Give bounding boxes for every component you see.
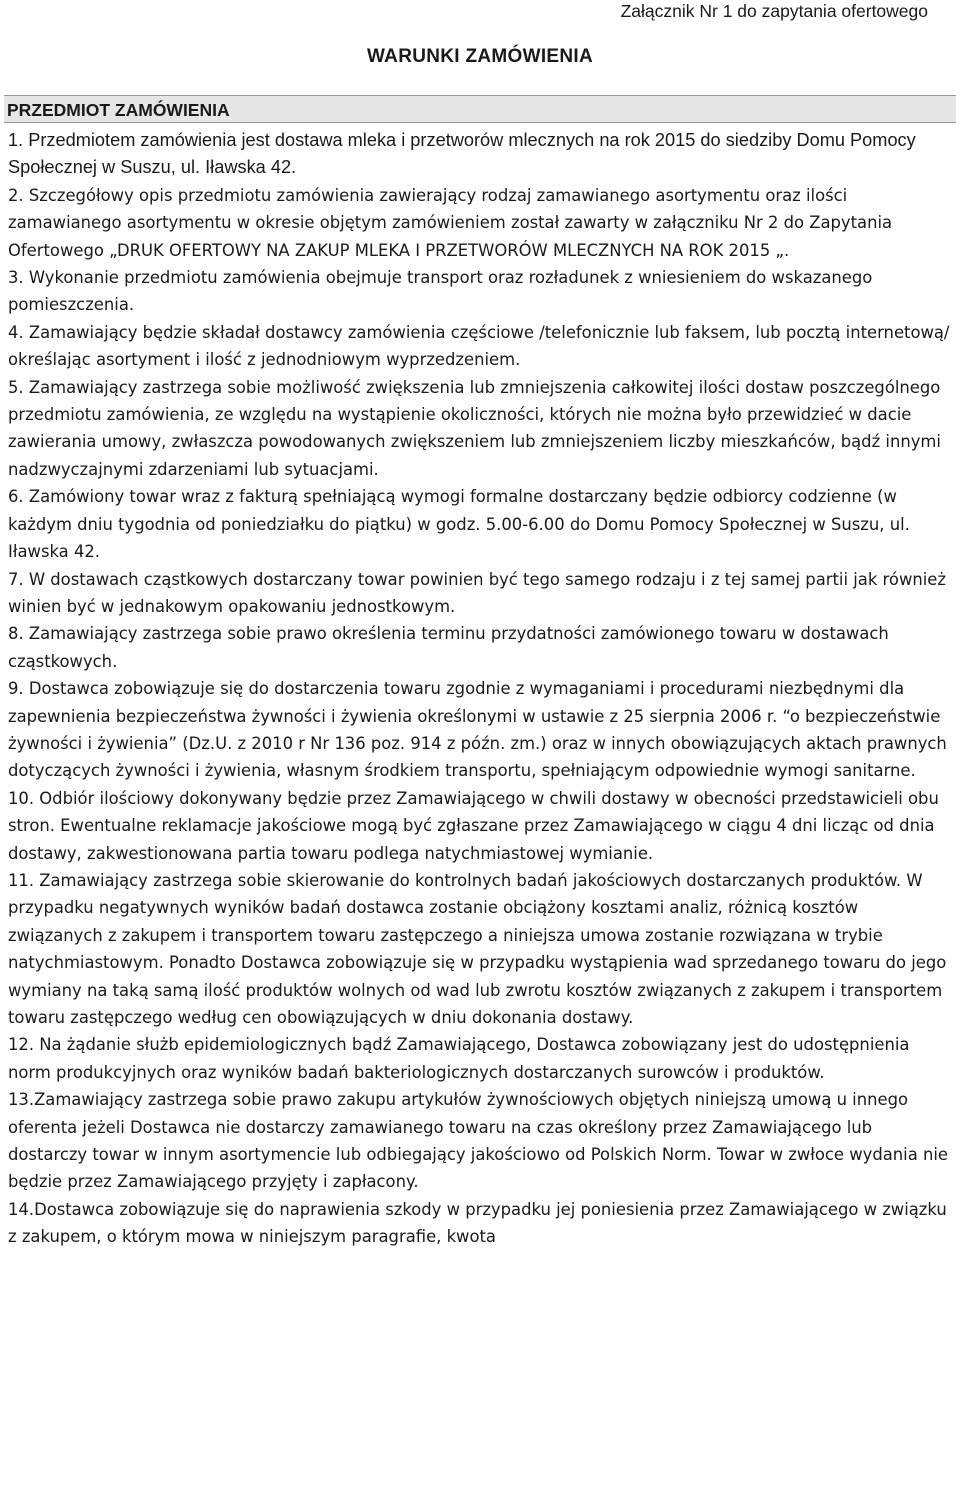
- document-body: [8, 127, 954, 1251]
- clause-3: 3. Wykonanie przedmiotu zamówienia obejmuje transport oraz rozładunek z wniesieniem do wskazanego pomieszczenia.: [8, 268, 873, 315]
- annex-label: Załącznik Nr 1 do zapytania ofertowego: [620, 1, 928, 21]
- clause-1: 1. Przedmiotem zamówienia jest dostawa mleka i przetworów mlecznych na rok 2015 do siedziby Domu Pomocy Społecznej w Suszu, ul. Iławska 42.: [8, 130, 916, 178]
- clause-11: 11. Zamawiający zastrzega sobie skierowanie do kontrolnych badań jakościowych dostarczanych produktów. W przypadku negatywnych wyników badań dostawca zostanie obciążony kosztami analiz, różnicą kosztów związanych z zakupem i transportem towaru zastępczego a niniejsza umowa zostanie rozwiązana w trybie natychmiastowym. Ponadto Dostawca zobowiązuje się w przypadku wystąpienia wad sprzedanego towaru do jego wymiany na taką samą ilość produktów wolnych od wad lub zwrotu kosztów związanych z zakupem i transportem towaru zastępczego według cen obowiązujących w dniu dokonania dostawy.: [8, 870, 947, 1027]
- clause-5: 5. Zamawiający zastrzega sobie możliwość zwiększenia lub zmniejszenia całkowitej ilości dostaw poszczególnego przedmiotu zamówienia, ze względu na wystąpienie okoliczności, których nie można było przewidzieć w dacie zawierania umowy, zwłaszcza powodowanych zwiększeniem lub zmniejszeniem liczby mieszkańców, bądź innymi nadzwyczajnymi zdarzeniami lub sytuacjami.: [8, 377, 941, 479]
- section-header-label: PRZEDMIOT ZAMÓWIENIA: [7, 100, 230, 120]
- document-title: WARUNKI ZAMÓWIENIA: [367, 46, 593, 67]
- clause-8: 8. Zamawiający zastrzega sobie prawo określenia terminu przydatności zamówionego towaru w dostawach cząstkowych.: [8, 624, 889, 671]
- clause-6: 6. Zamówiony towar wraz z fakturą spełniającą wymogi formalne dostarczany będzie odbiorcy codzienne (w każdym dniu tygodnia od poniedziałku do piątku) w godz. 5.00-6.00 do Domu Pomocy Społecznej w Suszu, ul. Iławska 42.: [8, 487, 910, 562]
- clause-13: 13.Zamawiający zastrzega sobie prawo zakupu artykułów żywnościowych objętych niniejszą umową u innego oferenta jeżeli Dostawca nie dostarczy zamawianego towaru na czas określony przez Zamawiającego lub dostarczy towar w innym asortymencie lub odbiegający jakościowo od Polskich Norm. Towar w zwłoce wydania nie będzie przez Zamawiającego przyjęty i zapłacony.: [8, 1090, 948, 1192]
- clause-7: 7. W dostawach cząstkowych dostarczany towar powinien być tego samego rodzaju i z tej samej partii jak również winien być w jednakowym opakowaniu jednostkowym.: [8, 569, 946, 616]
- clause-2: 2. Szczegółowy opis przedmiotu zamówienia zawierający rodzaj zamawianego asortymentu oraz ilości zamawianego asortymentu w okresie objętym zamówieniem został zawarty w załączniku Nr 2 do Zapytania Ofertowego „DRUK OFERTOWY NA ZAKUP MLEKA I PRZETWORÓW MLECZNYCH NA ROK 2015 „.: [8, 185, 893, 260]
- clause-14: 14.Dostawca zobowiązuje się do naprawienia szkody w przypadku jej poniesienia przez Zamawiającego w związku z zakupem, o którym mowa w niniejszym paragrafie, kwota: [8, 1199, 947, 1247]
- clause-10: 10. Odbiór ilościowy dokonywany będzie przez Zamawiającego w chwili dostawy w obecności przedstawicieli obu stron. Ewentualne reklamacje jakościowe mogą być zgłaszane przez Zamawiającego w ciągu 4 dni licząc od dnia dostawy, zakwestionowana partia towaru podlega natychmiastowej wymianie.: [8, 788, 939, 863]
- clause-12: 12. Na żądanie służb epidemiologicznych bądź Zamawiającego, Dostawca zobowiązany jest do udostępnienia norm produkcyjnych oraz wyników badań bakteriologicznych dostarczanych surowców i produktów.: [8, 1035, 910, 1082]
- clause-4: 4. Zamawiający będzie składał dostawcy zamówienia częściowe /telefonicznie lub faksem, lub pocztą internetową/ określając asortyment i ilość z jednodniowym wyprzedzeniem.: [8, 322, 950, 370]
- section-header-bar: [4, 95, 956, 123]
- clause-9: 9. Dostawca zobowiązuje się do dostarczenia towaru zgodnie z wymaganiami i procedurami niezbędnymi dla zapewnienia bezpieczeństwa żywności i żywienia określonymi w ustawie z 25 sierpnia 2006 r. “o bezpieczeństwie żywności i żywienia” (Dz.U. z 2010 r Nr 136 poz. 914 z późn. zm.) oraz w innych obowiązujących aktach prawnych dotyczących żywności i żywienia, własnym środkiem transportu, spełniającym odpowiednie wymogi sanitarne.: [8, 679, 947, 781]
